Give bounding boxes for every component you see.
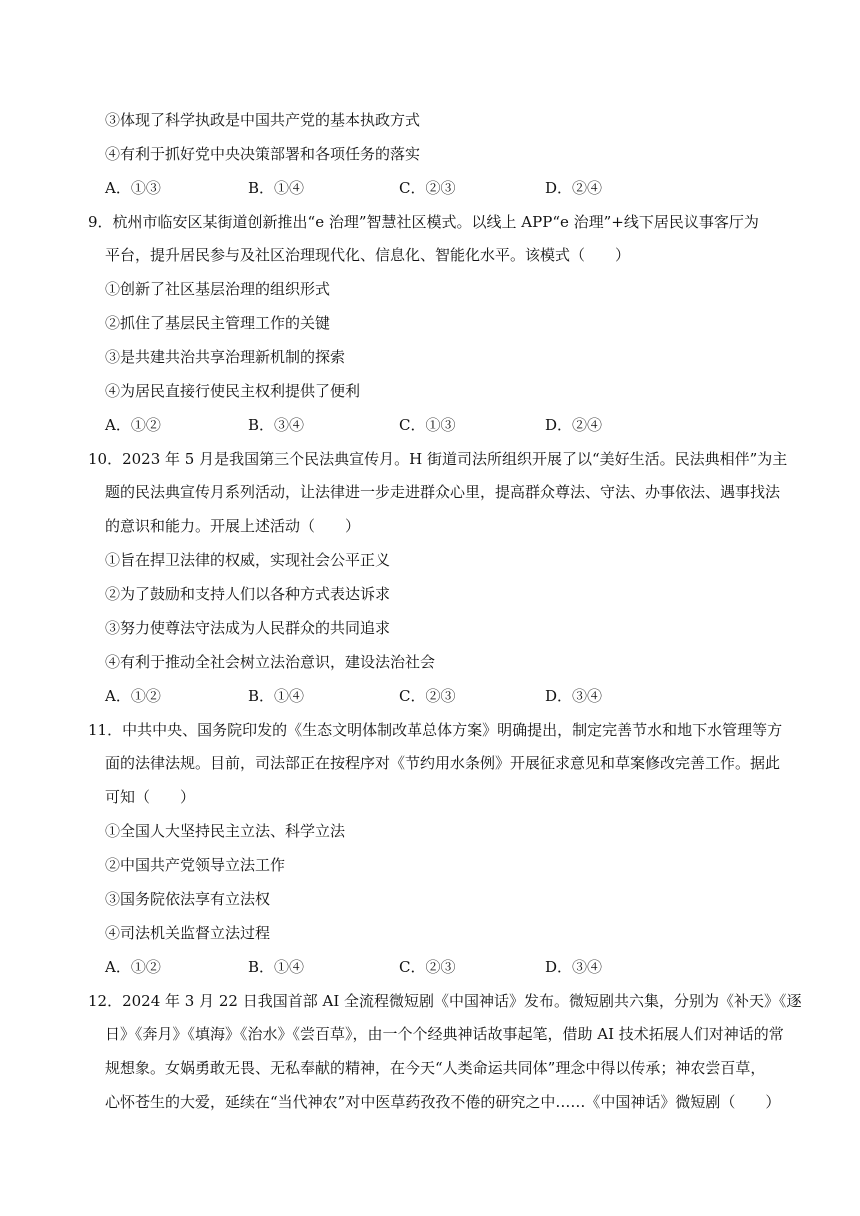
q9-option-4: ④为居民直接行使民主权利提供了便利 — [105, 382, 361, 400]
q8-option-4: ④有利于抓好党中央决策部署和各项任务的落实 — [105, 145, 421, 163]
q11-answer-a: A．①② — [105, 958, 161, 976]
q10-answer-b: B．①④ — [248, 687, 305, 705]
q11-option-4: ④司法机关监督立法过程 — [105, 924, 271, 942]
q10-option-4: ④有利于推动全社会树立法治意识，建设法治社会 — [105, 653, 436, 671]
q8-answer-c: C．②③ — [399, 179, 456, 197]
q10-answer-c: C．②③ — [399, 687, 456, 705]
q9-answer-d: D．②④ — [545, 416, 603, 434]
q11-answer-d: D．③④ — [545, 958, 603, 976]
q11-stem-line-2: 面的法律法规。目前，司法部正在按程序对《节约用水条例》开展征求意见和草案修改完善工作。据此 — [105, 754, 781, 772]
q11-answer-c: C．②③ — [399, 958, 456, 976]
q9-answer-a: A．①② — [105, 416, 161, 434]
q12-stem-line-1: 12．2024 年 3 月 22 日我国首部 AI 全流程微短剧《中国神话》发布。微短剧共六集，分别为《补天》《逐 — [88, 992, 802, 1010]
q11-stem-line-3: 可知（ ） — [105, 788, 196, 806]
q11-stem-line-1: 11．中共中央、国务院印发的《生态文明体制改革总体方案》明确提出，制定完善节水和地下水管理等方 — [88, 721, 783, 739]
q8-answer-b: B．①④ — [248, 179, 305, 197]
q10-option-3: ③努力使尊法守法成为人民群众的共同追求 — [105, 619, 391, 637]
q10-answer-d: D．③④ — [545, 687, 603, 705]
q10-option-2: ②为了鼓励和支持人们以各种方式表达诉求 — [105, 585, 391, 603]
q11-option-1: ①全国人大坚持民主立法、科学立法 — [105, 822, 346, 840]
q10-answer-a: A．①② — [105, 687, 161, 705]
q9-option-2: ②抓住了基层民主管理工作的关键 — [105, 314, 331, 332]
q9-stem-line-2: 平台，提升居民参与及社区治理现代化、信息化、智能化水平。该模式（ ） — [105, 246, 631, 264]
q12-stem-line-3: 规想象。女娲勇敢无畏、无私奉献的精神，在今天“人类命运共同体”理念中得以传承；神农尝百草， — [105, 1059, 766, 1077]
q11-option-2: ②中国共产党领导立法工作 — [105, 856, 286, 874]
q10-option-1: ①旨在捍卫法律的权威，实现社会公平正义 — [105, 551, 391, 569]
q8-option-3: ③体现了科学执政是中国共产党的基本执政方式 — [105, 111, 421, 129]
q8-answer-a: A．①③ — [105, 179, 161, 197]
q9-option-1: ①创新了社区基层治理的组织形式 — [105, 280, 331, 298]
q9-stem-line-1: 9．杭州市临安区某街道创新推出“e 治理”智慧社区模式。以线上 APP“e 治理”+线下居民议事客厅为 — [88, 213, 759, 231]
q11-option-3: ③国务院依法享有立法权 — [105, 890, 271, 908]
q10-stem-line-3: 的意识和能力。开展上述活动（ ） — [105, 517, 361, 535]
q9-answer-b: B．③④ — [248, 416, 305, 434]
q9-option-3: ③是共建共治共享治理新机制的探索 — [105, 348, 346, 366]
q11-answer-b: B．①④ — [248, 958, 305, 976]
q9-answer-c: C．①③ — [399, 416, 456, 434]
q12-stem-line-2: 日》《奔月》《填海》《治水》《尝百草》，由一个个经典神话故事起笔，借助 AI 技术拓展人们对神话的常 — [105, 1025, 784, 1043]
q8-answer-d: D．②④ — [545, 179, 603, 197]
q10-stem-line-1: 10．2023 年 5 月是我国第三个民法典宣传月。H 街道司法所组织开展了以“美好生活。民法典相伴”为主 — [88, 450, 788, 468]
q12-stem-line-4: 心怀苍生的大爱，延续在“当代神农”对中医草药孜孜不倦的研究之中……《中国神话》微短剧（ ） — [105, 1093, 781, 1111]
q10-stem-line-2: 题的民法典宣传月系列活动，让法律进一步走进群众心里，提高群众尊法、守法、办事依法、遇事找法 — [105, 483, 781, 501]
